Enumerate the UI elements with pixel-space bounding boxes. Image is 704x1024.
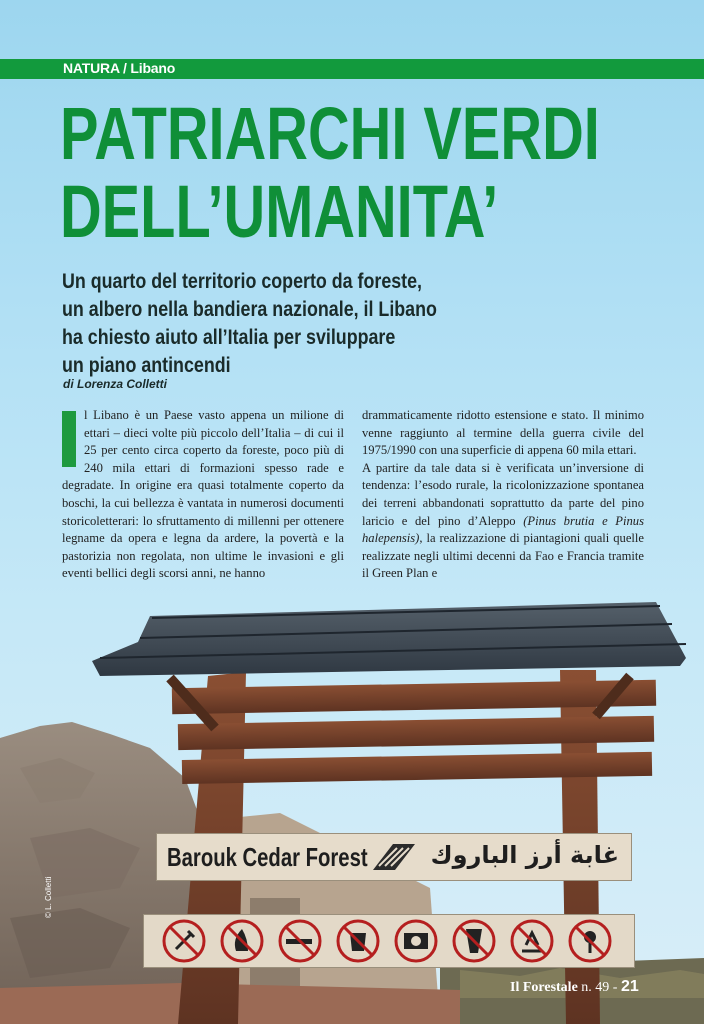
no-camera-icon bbox=[396, 921, 436, 961]
article-subtitle bbox=[62, 268, 538, 380]
drop-cap: I bbox=[62, 411, 76, 467]
page-number: 21 bbox=[620, 978, 639, 995]
body-paragraph: l Libano è un Paese vasto appena un milione di ettari – dieci volte più piccolo dell’Italia – di cui il 25 per cento circa coperto da foreste, poco più di 240 mila ettari di formazioni spesso rade e degradate. In origine era quasi totalmente coperto da boschi, la cui bellezza è vantata in numerosi documenti storicoletterari: lo sfruttamento di millenni per ottenere legname da opera e legna da ardere, la povertà e la pastorizia non regolata, non ultime le invasioni e gli eventi bellici degli scorsi anni, ne hanno bbox=[62, 408, 344, 581]
body-paragraph: drammaticamente ridotto estensione e stato. Il minimo venne raggiunto al termine della guerra civile del 1975/1990 con una superficie di appena 60 mila ettari. bbox=[362, 408, 644, 458]
body-paragraph-part: , la realizzazione di piantagioni quali quelle realizzate negli ultimi decenni da Fao e Francia tramite il Green Plan e bbox=[362, 531, 644, 581]
article-title bbox=[60, 92, 600, 253]
section-bar bbox=[0, 59, 704, 79]
subtitle-line-4: un piano antincendi bbox=[62, 354, 231, 377]
cedar-logo-icon bbox=[371, 840, 417, 874]
no-campfire-icon bbox=[512, 921, 552, 961]
issue-number: n. 49 - bbox=[581, 980, 618, 995]
no-fire-icon bbox=[222, 921, 262, 961]
sign-english-text: Barouk Cedar Forest bbox=[167, 842, 368, 872]
title-line-1: PATRIARCHI VERDI bbox=[60, 92, 600, 175]
no-litter-icon bbox=[338, 921, 378, 961]
species-names: (Pinus brutia e Pinus halepensis) bbox=[362, 513, 644, 546]
no-picking-flowers-icon bbox=[570, 921, 610, 961]
section-label: NATURA / Libano bbox=[63, 60, 176, 76]
forest-name-sign bbox=[156, 833, 632, 881]
subtitle-line-1: Un quarto del territorio coperto da foreste, bbox=[62, 270, 423, 293]
no-smoking-icon bbox=[280, 921, 320, 961]
no-axe-icon bbox=[164, 921, 204, 961]
subtitle-line-2: un albero nella bandiera nazionale, il Libano bbox=[62, 298, 437, 321]
prohibition-sign bbox=[143, 914, 635, 968]
body-column-right bbox=[362, 407, 644, 583]
byline: di Lorenza Colletti bbox=[63, 377, 168, 391]
subtitle-line-3: ha chiesto aiuto all’Italia per sviluppare bbox=[62, 326, 396, 349]
page-footer bbox=[510, 978, 639, 996]
photo-credit: © L. Colletti bbox=[44, 876, 53, 918]
sign-arabic-text: غابة أرز الباروك bbox=[430, 841, 619, 869]
body-column-left bbox=[62, 407, 344, 583]
title-line-2: DELL’UMANITA’ bbox=[60, 170, 499, 253]
body-paragraph-part: A partire da tale data si è verificata un’inversione di tendenza: l’esodo rurale, la ricolonizzazione spontanea dei terreni abbandonati soprattutto da parte del pino laricio e del pino d’Aleppo bbox=[362, 460, 644, 528]
magazine-name: Il Forestale bbox=[510, 980, 578, 995]
no-glass-icon bbox=[454, 921, 494, 961]
